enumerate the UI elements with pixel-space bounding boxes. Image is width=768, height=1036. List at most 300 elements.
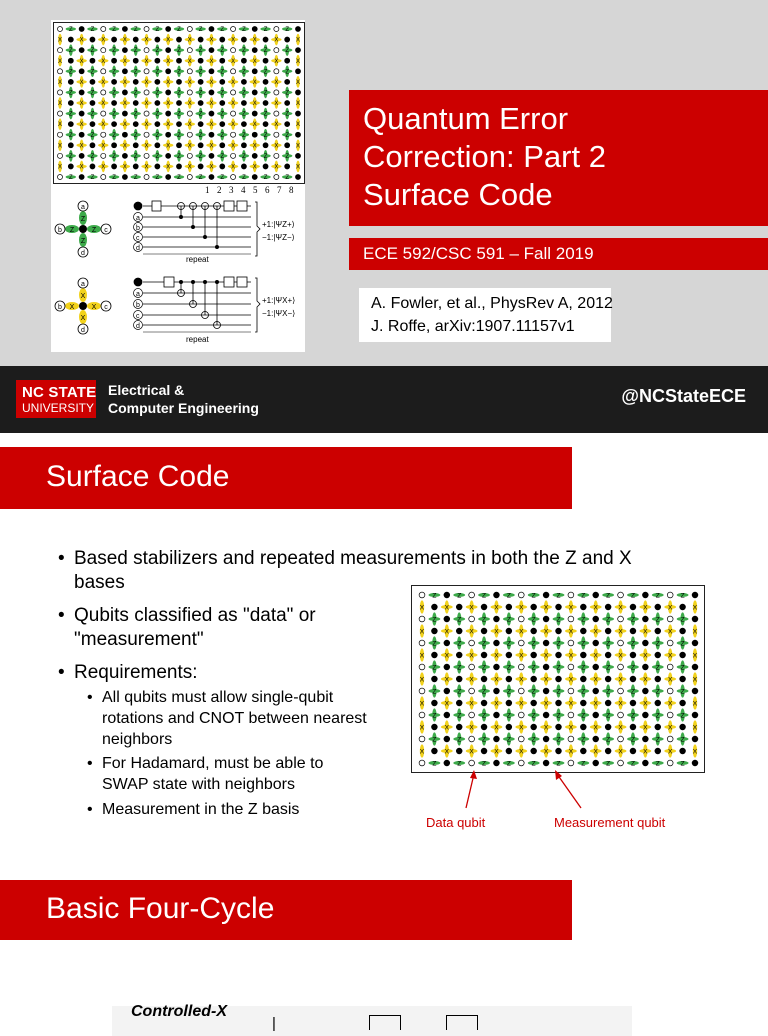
measurement-qubit: [68, 79, 73, 84]
stabilizer-letter: Z: [155, 111, 160, 118]
measurement-qubit: [481, 724, 487, 730]
stabilizer-letter: Z: [155, 69, 160, 76]
stabilizer-letter: X: [593, 604, 598, 612]
stabilizer-letter: Z: [198, 132, 203, 139]
measurement-qubit: [209, 111, 214, 116]
measurement-qubit: [506, 700, 512, 706]
measurement-qubit: [220, 79, 225, 84]
measurement-qubit: [285, 164, 290, 169]
stabilizer-letter: Z: [506, 616, 511, 624]
svg-text:a: a: [81, 204, 85, 211]
stabilizer-letter: Z: [285, 90, 290, 97]
stabilizer-letter: X: [166, 122, 171, 129]
stabilizer-letter: X: [209, 164, 214, 171]
stabilizer-letter: Z: [198, 90, 203, 97]
stabilizer-letter: X: [692, 628, 698, 636]
column-number: 4: [241, 185, 246, 195]
data-qubit: [144, 48, 149, 53]
measurement-qubit: [252, 69, 257, 74]
stabilizer-letter: X: [419, 652, 425, 660]
data-qubit: [568, 640, 574, 646]
measurement-qubit: [295, 26, 300, 31]
stabilizer-letter: X: [444, 748, 450, 756]
measurement-qubit: [241, 79, 246, 84]
data-qubit: [101, 48, 106, 53]
stabilizer-letter: X: [568, 628, 574, 636]
stabilizer-letter: Z: [556, 592, 561, 600]
measurement-qubit: [444, 760, 450, 766]
section-heading: Surface Code: [0, 447, 572, 509]
data-qubit: [469, 760, 475, 766]
stabilizer-letter: X: [57, 101, 63, 108]
measurement-qubit: [209, 69, 214, 74]
stabilizer-letter: Z: [90, 48, 95, 55]
stabilizer-letter: Z: [482, 616, 487, 624]
data-qubit: [231, 111, 236, 116]
reference-item: J. Roffe, arXiv:1907.11157v1: [371, 318, 575, 335]
stabilizer-letter: X: [274, 143, 279, 150]
data-qubit: [231, 132, 236, 137]
stabilizer-letter: X: [209, 101, 214, 108]
data-qubit: [618, 760, 624, 766]
stabilizer-letter: Z: [531, 640, 536, 648]
stabilizer-letter: X: [543, 652, 549, 660]
stabilizer-letter: X: [252, 143, 257, 150]
data-qubit: [469, 688, 475, 694]
title-banner: [349, 90, 768, 226]
stabilizer-letter: Z: [506, 736, 511, 744]
stabilizer-letter: X: [122, 164, 127, 171]
references-box: [359, 288, 611, 342]
measurement-qubit: [220, 143, 225, 148]
stabilizer-letter: X: [568, 676, 574, 684]
stabilizer-letter: Z: [630, 688, 635, 696]
stabilizer-letter: X: [593, 676, 598, 684]
measurement-qubit: [112, 122, 117, 127]
stabilizer-letter: Z: [457, 736, 462, 744]
stabilizer-letter: X: [618, 676, 623, 684]
svg-text:c: c: [136, 313, 140, 320]
measurement-qubit: [285, 58, 290, 63]
measurement-qubit: [295, 90, 300, 95]
stabilizer-letter: X: [692, 604, 698, 612]
measurement-qubit: [655, 700, 661, 706]
measurement-qubit: [252, 90, 257, 95]
data-qubit: [618, 664, 624, 670]
stabilizer-letter: Z: [606, 664, 611, 672]
stabilizer-letter: Z: [263, 153, 268, 160]
svg-text:a: a: [136, 215, 140, 222]
stabilizer-letter: Z: [68, 48, 73, 55]
data-qubit: [57, 90, 62, 95]
measurement-qubit: [155, 58, 160, 63]
measurement-qubit: [593, 616, 599, 622]
bullet-item: • Qubits classified as "data" or "measurement": [74, 604, 344, 652]
stabilizer-letter: Z: [285, 153, 290, 160]
measurement-qubit: [692, 640, 698, 646]
measurement-qubit: [198, 122, 203, 127]
stabilizer-letter: X: [643, 700, 648, 708]
column-number: 5: [253, 185, 258, 195]
stabilizer-letter: X: [295, 58, 301, 65]
stabilizer-letter: Z: [581, 688, 586, 696]
stabilizer-letter: X: [667, 652, 673, 660]
column-number: 2: [217, 185, 222, 195]
measurement-qubit: [506, 676, 512, 682]
measurement-qubit: [593, 640, 599, 646]
measurement-qubit: [252, 174, 257, 179]
data-qubit: [274, 174, 279, 179]
data-qubit: [231, 90, 236, 95]
measurement-qubit: [444, 592, 450, 598]
stabilizer-letter: Z: [112, 27, 116, 34]
stabilizer-letter: X: [166, 37, 171, 44]
stabilizer-letter: Z: [198, 48, 203, 55]
stabilizer-letter: Z: [606, 760, 611, 768]
stabilizer-letter: Z: [285, 48, 290, 55]
measurement-qubit: [133, 79, 138, 84]
svg-text:Z: Z: [69, 227, 75, 234]
stabilizer-letter: Z: [581, 592, 586, 600]
measurement-qubit: [220, 122, 225, 127]
measurement-qubit: [432, 628, 438, 634]
data-qubit: [101, 26, 106, 31]
stabilizer-letter: X: [79, 79, 84, 86]
sub-bullet-item: • For Hadamard, must be able to SWAP state with neighbors: [102, 753, 372, 795]
stabilizer-letter: X: [419, 628, 425, 636]
data-qubit: [518, 712, 524, 718]
measurement-qubit: [580, 628, 586, 634]
stabilizer-letter: X: [166, 79, 171, 86]
stabilizer-letter: X: [444, 700, 450, 708]
data-qubit: [667, 688, 673, 694]
data-qubit: [57, 174, 62, 179]
measurement-qubit: [680, 700, 686, 706]
stabilizer-letter: Z: [263, 27, 268, 34]
z-circuit-labels: [134, 213, 295, 265]
data-qubit: [274, 153, 279, 158]
stabilizer-letter: Z: [220, 90, 225, 97]
stabilizer-letter: Z: [680, 592, 685, 600]
measurement-qubit: [166, 132, 171, 137]
measurement-qubit: [481, 652, 487, 658]
data-qubit: [101, 174, 106, 179]
data-qubit: [231, 48, 236, 53]
measurement-qubit: [155, 122, 160, 127]
measurement-qubit: [481, 700, 487, 706]
measurement-qubit: [90, 79, 95, 84]
stabilizer-letter: Z: [68, 69, 73, 76]
stabilizer-letter: Z: [680, 712, 685, 720]
stabilizer-letter: X: [231, 122, 236, 129]
stabilizer-letter: X: [469, 700, 474, 708]
measurement-qubit: [209, 174, 214, 179]
measurement-qubit-label: Measurement qubit: [554, 815, 666, 830]
stabilizer-letter: Z: [556, 688, 561, 696]
measurement-qubit: [79, 48, 84, 53]
stabilizer-letter: X: [274, 101, 279, 108]
measurement-qubit: [593, 688, 599, 694]
measurement-qubit: [122, 69, 127, 74]
stabilizer-letter: X: [618, 748, 623, 756]
stabilizer-letter: X: [166, 164, 171, 171]
measurement-qubit: [543, 712, 549, 718]
data-qubit-label: Data qubit: [426, 815, 486, 830]
stabilizer-letter: Z: [133, 90, 138, 97]
data-qubit: [187, 48, 192, 53]
data-qubit: [419, 760, 425, 766]
measurement-qubit: [432, 748, 438, 754]
stabilizer-letter: Z: [506, 640, 511, 648]
svg-text:X: X: [80, 315, 86, 322]
z-measurement-circuit: [134, 201, 260, 256]
stabilizer-letter: Z: [556, 616, 561, 624]
measurement-qubit: [692, 688, 698, 694]
measurement-qubit: [68, 164, 73, 169]
stabilizer-letter: Z: [90, 27, 95, 34]
measurement-qubit: [506, 604, 512, 610]
data-qubit: [187, 111, 192, 116]
svg-text:b: b: [136, 225, 140, 232]
measurement-qubit: [481, 748, 487, 754]
measurement-qubit: [580, 700, 586, 706]
stabilizer-letter: X: [419, 700, 425, 708]
data-qubit: [667, 664, 673, 670]
measurement-qubit: [605, 676, 611, 682]
stabilizer-letter: X: [209, 58, 214, 65]
data-qubit: [144, 174, 149, 179]
stabilizer-letter: Z: [263, 175, 268, 182]
data-qubit: [274, 48, 279, 53]
stabilizer-letter: Z: [263, 132, 268, 139]
measurement-qubit: [176, 37, 181, 42]
measurement-qubit: [630, 604, 636, 610]
measurement-qubit: [655, 628, 661, 634]
stabilizer-letter: Z: [556, 664, 561, 672]
stabilizer-letter: X: [166, 143, 171, 150]
measurement-qubit: [112, 164, 117, 169]
measurement-qubit: [642, 592, 648, 598]
measurement-qubit: [112, 58, 117, 63]
measurement-qubit: [112, 100, 117, 105]
measurement-qubit: [692, 664, 698, 670]
stabilizer-letter: Z: [457, 688, 462, 696]
stabilizer-letter: Z: [133, 132, 138, 139]
stabilizer-letter: X: [593, 700, 598, 708]
measurement-qubit: [295, 174, 300, 179]
stabilizer-letter: Z: [606, 688, 611, 696]
stabilizer-letter: X: [692, 724, 698, 732]
measurement-qubit: [209, 90, 214, 95]
measurement-qubit: [630, 700, 636, 706]
measurement-qubit: [241, 143, 246, 148]
column-number: 8: [289, 185, 294, 195]
data-qubit: [568, 760, 574, 766]
measurement-qubit: [593, 664, 599, 670]
stabilizer-letter: Z: [457, 592, 462, 600]
measurement-qubit: [90, 143, 95, 148]
data-qubit: [419, 592, 425, 598]
stabilizer-letter: Z: [112, 111, 116, 118]
data-qubit: [187, 174, 192, 179]
measurement-qubit: [531, 700, 537, 706]
stabilizer-letter: X: [187, 37, 192, 44]
stabilizer-letter: Z: [556, 736, 561, 744]
stabilizer-letter: X: [494, 748, 499, 756]
measurement-qubit: [133, 122, 138, 127]
measurement-qubit: [456, 700, 462, 706]
measurement-qubit: [456, 748, 462, 754]
stabilizer-letter: X: [122, 37, 127, 44]
stabilizer-letter: X: [667, 676, 673, 684]
measurement-qubit: [543, 688, 549, 694]
data-qubit: [568, 688, 574, 694]
stabilizer-letter: Z: [112, 132, 116, 139]
measurement-qubit: [68, 58, 73, 63]
measurement-qubit: [285, 122, 290, 127]
data-qubit: [667, 736, 673, 742]
measurement-qubit: [642, 616, 648, 622]
svg-text:b: b: [136, 302, 140, 309]
measurement-qubit: [166, 26, 171, 31]
stabilizer-letter: X: [469, 604, 474, 612]
stabilizer-letter: Z: [432, 736, 437, 744]
stabilizer-letter: X: [144, 37, 149, 44]
stabilizer-letter: X: [519, 700, 524, 708]
measurement-qubit: [494, 592, 500, 598]
stabilizer-letter: X: [419, 604, 425, 612]
data-qubit: [144, 111, 149, 116]
x-measurement-circuit: [134, 277, 260, 332]
stabilizer-letter: Z: [482, 688, 487, 696]
stabilizer-letter: X: [643, 652, 648, 660]
stabilizer-letter: Z: [155, 90, 160, 97]
measurement-qubit: [285, 37, 290, 42]
measurement-qubit: [481, 628, 487, 634]
measurement-qubit: [295, 111, 300, 116]
title-line: Quantum Error: [363, 101, 569, 136]
measurement-qubit: [90, 37, 95, 42]
data-qubit: [419, 736, 425, 742]
stabilizer-letter: Z: [482, 592, 487, 600]
surface-code-lattice: [411, 585, 705, 773]
data-qubit: [618, 736, 624, 742]
stabilizer-letter: Z: [133, 111, 138, 118]
data-qubit: [144, 90, 149, 95]
stabilizer-letter: Z: [285, 69, 290, 76]
data-qubit: [274, 26, 279, 31]
stabilizer-letter: Z: [285, 27, 290, 34]
stabilizer-circuit-diagram: [51, 182, 305, 352]
stabilizer-letter: Z: [90, 111, 95, 118]
stabilizer-letter: X: [295, 143, 301, 150]
stabilizer-letter: X: [57, 164, 63, 171]
stabilizer-letter: Z: [531, 688, 536, 696]
data-qubit: [667, 616, 673, 622]
stabilizer-letter: Z: [630, 760, 635, 768]
data-qubit: [231, 153, 236, 158]
data-qubit: [568, 664, 574, 670]
stabilizer-letter: Z: [133, 153, 138, 160]
measurement-qubit: [209, 132, 214, 137]
measurement-qubit: [68, 143, 73, 148]
measurement-qubit: [198, 58, 203, 63]
title-line: Surface Code: [363, 177, 553, 212]
measurement-qubit: [155, 37, 160, 42]
data-qubit: [274, 69, 279, 74]
measurement-qubit: [556, 628, 562, 634]
stabilizer-letter: X: [568, 652, 574, 660]
stabilizer-letter: X: [444, 628, 450, 636]
stabilizer-letter: X: [643, 628, 648, 636]
data-qubit: [419, 664, 425, 670]
stabilizer-letter: X: [419, 748, 425, 756]
data-qubit: [57, 111, 62, 116]
stabilizer-letter: X: [274, 79, 279, 86]
stabilizer-letter: Z: [630, 640, 635, 648]
measurement-qubit: [630, 724, 636, 730]
measurement-qubit: [580, 748, 586, 754]
stabilizer-letter: X: [79, 101, 84, 108]
stabilizer-letter: Z: [655, 736, 660, 744]
stabilizer-letter: Z: [242, 132, 246, 139]
stabilizer-letter: Z: [457, 664, 462, 672]
data-qubit: [231, 69, 236, 74]
measurement-qubit: [680, 604, 686, 610]
stabilizer-letter: X: [667, 628, 673, 636]
stabilizer-letter: X: [469, 676, 474, 684]
stabilizer-letter: Z: [581, 712, 586, 720]
stabilizer-letter: Z: [655, 592, 660, 600]
stabilizer-letter: Z: [112, 153, 116, 160]
stabilizer-letter: Z: [556, 712, 561, 720]
measurement-qubit: [494, 616, 500, 622]
measurement-qubit: [580, 652, 586, 658]
stabilizer-letter: Z: [133, 48, 138, 55]
measurement-qubit: [630, 652, 636, 658]
measurement-qubit: [241, 37, 246, 42]
measurement-qubit: [432, 604, 438, 610]
stabilizer-letter: Z: [581, 736, 586, 744]
stabilizer-letter: X: [618, 652, 623, 660]
measurement-qubit: [79, 153, 84, 158]
stabilizer-letter: Z: [432, 664, 437, 672]
stabilizer-letter: X: [494, 676, 499, 684]
data-qubit: [618, 688, 624, 694]
measurement-qubit: [90, 58, 95, 63]
svg-text:Z: Z: [80, 238, 86, 245]
stabilizer-letter: X: [144, 164, 149, 171]
stabilizer-letter: X: [274, 122, 279, 129]
measurement-qubit: [692, 760, 698, 766]
data-qubit: [667, 592, 673, 598]
measurement-qubit: [79, 90, 84, 95]
measurement-qubit: [133, 164, 138, 169]
measurement-qubit: [112, 143, 117, 148]
measurement-qubit: [252, 153, 257, 158]
stabilizer-letter: Z: [155, 175, 160, 182]
stabilizer-letter: Z: [457, 616, 462, 624]
data-qubit: [144, 153, 149, 158]
measurement-qubit: [655, 724, 661, 730]
stabilizer-letter: X: [231, 58, 236, 65]
svg-text:Z: Z: [80, 216, 86, 223]
stabilizer-letter: X: [122, 143, 127, 150]
stabilizer-letter: X: [444, 604, 450, 612]
stabilizer-letter: X: [568, 604, 574, 612]
title-slide: [0, 0, 768, 366]
bullet-item: • Requirements:: [74, 661, 344, 685]
